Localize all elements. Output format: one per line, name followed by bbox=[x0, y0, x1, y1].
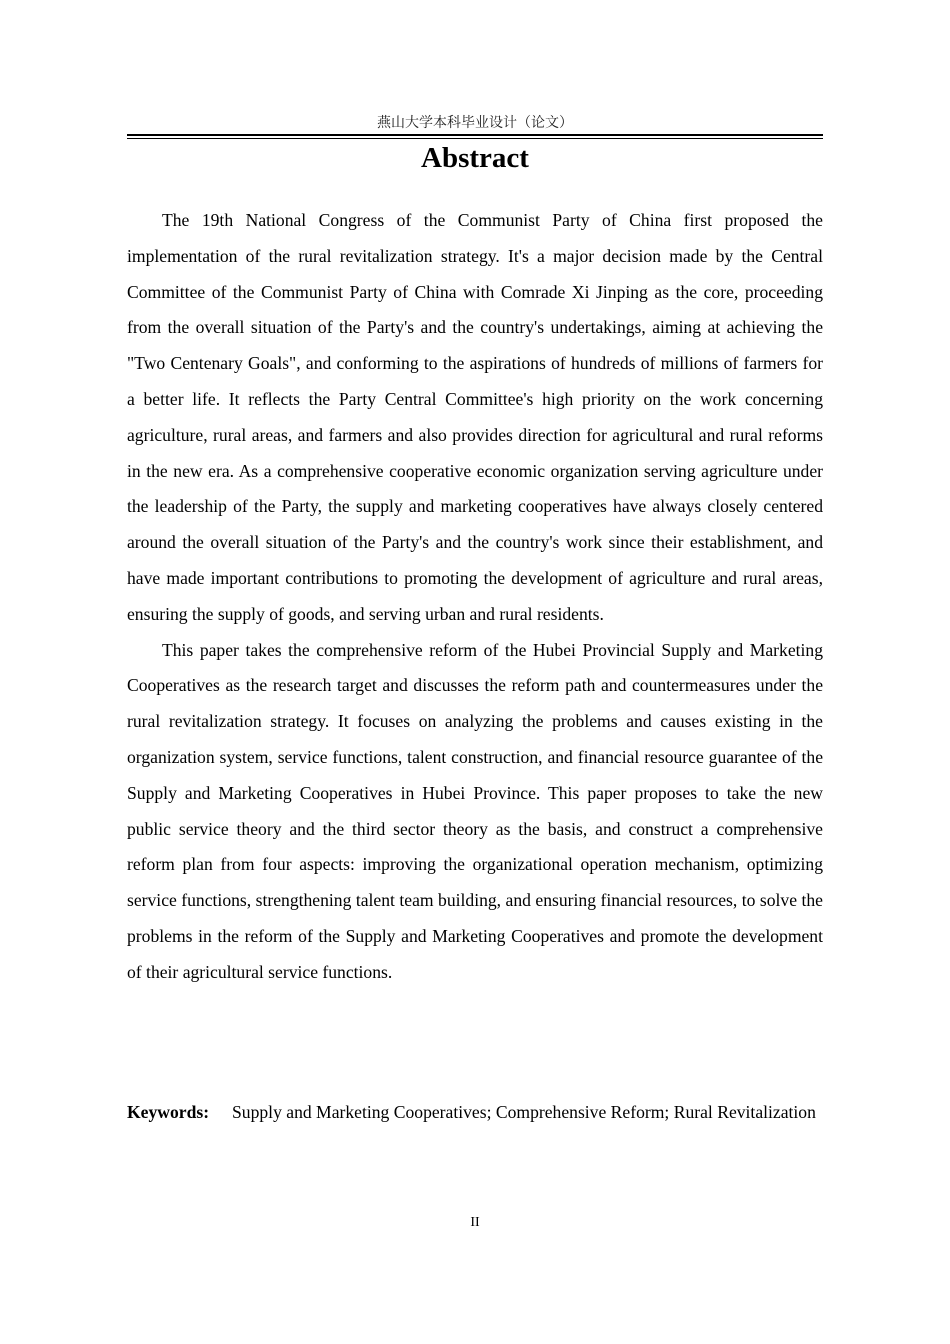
keywords-label: Keywords: bbox=[127, 1102, 210, 1122]
abstract-body bbox=[127, 203, 823, 991]
running-header: 燕山大学本科毕业设计（论文） bbox=[377, 115, 573, 131]
page-number: II bbox=[470, 1215, 480, 1230]
keywords-block bbox=[127, 1095, 823, 1131]
page-title: Abstract bbox=[421, 142, 529, 174]
abstract-paragraph-1: The 19th National Congress of the Communist Party of China first proposed the implementation of the rural revitalization strategy. It's a major decision made by the Central Committee of the Communist Party of China with Comrade Xi Jinping as the core, proceeding from the overall situation of the Party's and the country's undertakings, aiming at achieving the "Two Centenary Goals", and conforming to the aspirations of hundreds of millions of farmers for a better life. It reflects the Party Central Committee's high priority on the work concerning agriculture, rural areas, and farmers and also provides direction for agricultural and rural reforms in the new era. As a comprehensive cooperative economic organization serving agriculture under the leadership of the Party, the supply and marketing cooperatives have always closely centered around the overall situation of the Party's and the country's work since their establishment, and have made important contributions to promoting the development of agriculture and rural areas, ensuring the supply of goods, and serving urban and rural residents. bbox=[127, 210, 823, 624]
header-rule-thick bbox=[127, 134, 823, 136]
abstract-paragraph-2: This paper takes the comprehensive reform of the Hubei Provincial Supply and Marketing Cooperatives as the research target and discusses the reform path and countermeasures under the rural revitalization strategy. It focuses on analyzing the problems and causes existing in the organization system, service functions, talent construction, and financial resource guarantee of the Supply and Marketing Cooperatives in Hubei Province. This paper proposes to take the new public service theory and the third sector theory as the basis, and construct a comprehensive reform plan from four aspects: improving the organizational operation mechanism, optimizing service functions, strengthening talent team building, and ensuring financial resources, to solve the problems in the reform of the Supply and Marketing Cooperatives and promote the development of their agricultural service functions. bbox=[127, 639, 823, 982]
keywords-text: Supply and Marketing Cooperatives; Comprehensive Reform; Rural Revitalization bbox=[232, 1102, 816, 1122]
header-rule-thin bbox=[127, 138, 823, 139]
